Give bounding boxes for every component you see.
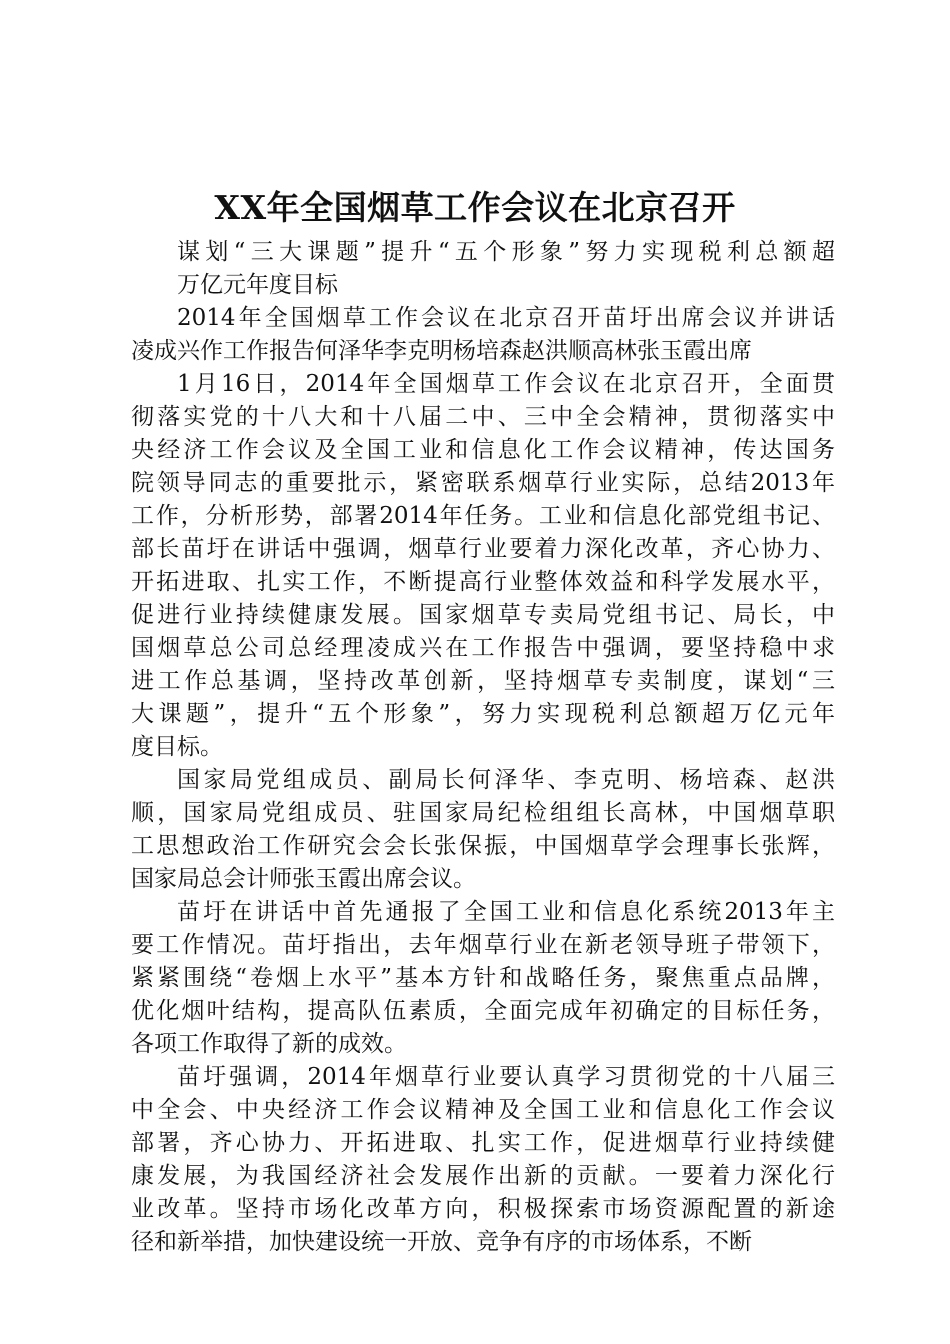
paragraph-line: 径和新举措，加快建设统一开放、竞争有序的市场体系，不断 xyxy=(131,1229,752,1255)
paragraph-line: 大课题”，提升“五个形象”，努力实现税利总额超万亿元年 xyxy=(131,701,835,727)
document-subtitle xyxy=(131,236,835,302)
paragraph-line: 2014年全国烟草工作会议在北京召开苗圩出席会议并讲话 xyxy=(177,305,835,331)
paragraph-line: 促进行业持续健康发展。国家烟草专卖局党组书记、局长，中 xyxy=(131,602,835,628)
paragraph-line: 苗圩强调，2014年烟草行业要认真学习贯彻党的十八届三 xyxy=(177,1064,835,1090)
paragraph xyxy=(131,368,835,764)
document-title: XX年全国烟草工作会议在北京召开 xyxy=(214,188,736,227)
paragraph-line: 紧紧围绕“卷烟上水平”基本方针和战略任务，聚焦重点品牌， xyxy=(131,965,835,991)
paragraph-line: 凌成兴作工作报告何泽华李克明杨培森赵洪顺高林张玉霞出席 xyxy=(131,338,752,364)
paragraph xyxy=(131,1061,835,1259)
paragraph-line: 度目标。 xyxy=(131,734,223,760)
paragraph-line: 中全会、中央经济工作会议精神及全国工业和信息化工作会议 xyxy=(131,1097,835,1123)
paragraph-line: 工作，分析形势，部署2014年任务。工业和信息化部党组书记、 xyxy=(131,503,835,529)
paragraph-line: 工思想政治工作研究会会长张保振，中国烟草学会理事长张辉， xyxy=(131,833,835,859)
paragraph-line: 康发展，为我国经济社会发展作出新的贡献。一要着力深化行 xyxy=(131,1163,835,1189)
paragraph-line: 苗圩在讲话中首先通报了全国工业和信息化系统2013年主 xyxy=(177,899,835,925)
paragraph-line: 顺，国家局党组成员、驻国家局纪检组组长高林，中国烟草职 xyxy=(131,800,835,826)
subtitle-line: 万亿元年度目标 xyxy=(177,272,338,298)
paragraph xyxy=(131,896,835,1061)
paragraph-line: 要工作情况。苗圩指出，去年烟草行业在新老领导班子带领下， xyxy=(131,932,835,958)
paragraph-line: 优化烟叶结构，提高队伍素质，全面完成年初确定的目标任务， xyxy=(131,998,835,1024)
paragraph-line: 1月16日，2014年全国烟草工作会议在北京召开，全面贯 xyxy=(177,371,835,397)
paragraph-line: 进工作总基调，坚持改革创新，坚持烟草专卖制度，谋划“三 xyxy=(131,668,835,694)
paragraph-line: 各项工作取得了新的成效。 xyxy=(131,1031,407,1057)
paragraph xyxy=(131,302,835,368)
paragraph-line: 央经济工作会议及全国工业和信息化工作会议精神，传达国务 xyxy=(131,437,835,463)
paragraph-line: 部长苗圩在讲话中强调，烟草行业要着力深化改革，齐心协力、 xyxy=(131,536,835,562)
paragraph-line: 部署，齐心协力、开拓进取、扎实工作，促进烟草行业持续健 xyxy=(131,1130,835,1156)
paragraph-line: 开拓进取、扎实工作，不断提高行业整体效益和科学发展水平， xyxy=(131,569,835,595)
paragraph-line: 国家局总会计师张玉霞出席会议。 xyxy=(131,866,476,892)
paragraph-line: 国烟草总公司总经理凌成兴在工作报告中强调，要坚持稳中求 xyxy=(131,635,835,661)
paragraph xyxy=(131,764,835,896)
paragraph-line: 院领导同志的重要批示，紧密联系烟草行业实际，总结2013年 xyxy=(131,470,835,496)
paragraph-list xyxy=(131,302,835,1259)
document-body xyxy=(131,236,835,1259)
paragraph-line: 彻落实党的十八大和十八届二中、三中全会精神，贯彻落实中 xyxy=(131,404,835,430)
paragraph-line: 国家局党组成员、副局长何泽华、李克明、杨培森、赵洪 xyxy=(177,767,835,793)
subtitle-line: 谋划“三大课题”提升“五个形象”努力实现税利总额超 xyxy=(177,239,835,265)
paragraph-line: 业改革。坚持市场化改革方向，积极探索市场资源配置的新途 xyxy=(131,1196,835,1222)
